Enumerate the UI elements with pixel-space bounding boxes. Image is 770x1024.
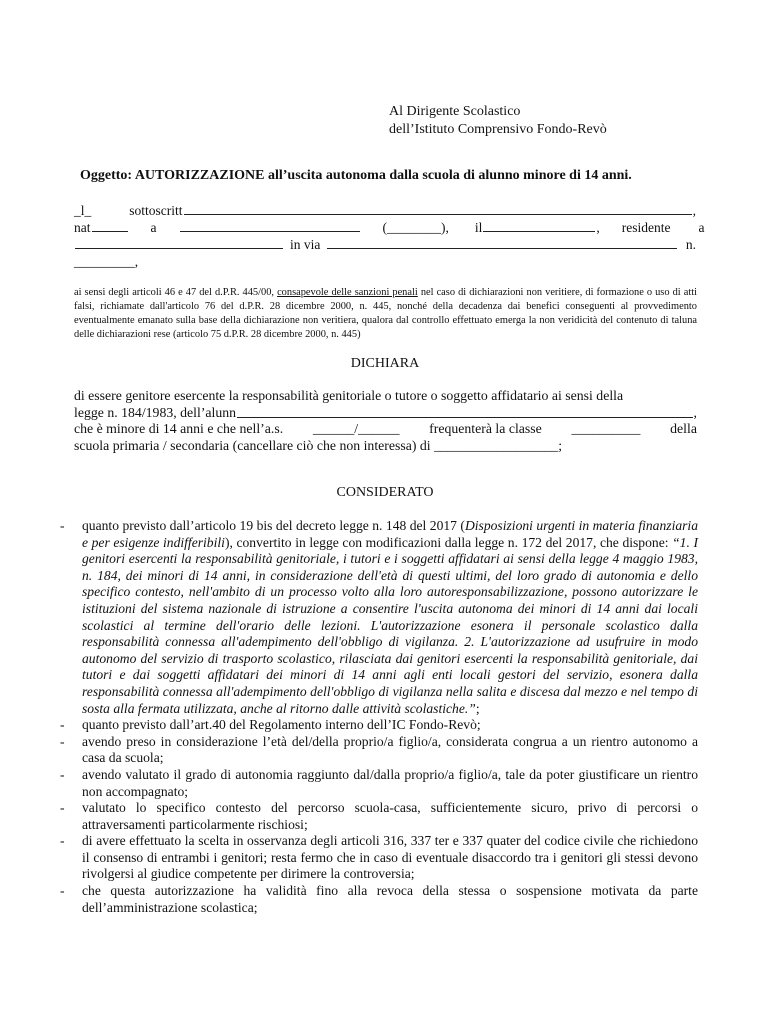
item6-text: di avere effettuato la scelta in osservanza degli articoli 316, 337 ter e 337 quater del codice civile che richiedono il consenso di entrambi i genitori; resta fermo che in caso di eventuale disaccordo tra i genitori gli stessi devono rivolgersi al giudice competente per dirimere la controversia; bbox=[82, 833, 698, 882]
street-field[interactable] bbox=[327, 236, 677, 249]
gender-suffix-field[interactable] bbox=[92, 219, 128, 232]
list-item bbox=[60, 518, 698, 717]
subject-line: Oggetto: AUTORIZZAZIONE all’uscita autonoma dalla scuola di alunno minore di 14 anni. bbox=[80, 168, 632, 183]
residence-field[interactable] bbox=[75, 236, 283, 249]
item4-text: avendo valutato il grado di autonomia raggiunto dal/dalla proprio/a figlio/a, tale da poter giustificare un rientro non accompagnato; bbox=[82, 766, 698, 799]
list-item bbox=[60, 734, 698, 767]
legal-notice bbox=[74, 286, 697, 342]
list-dash: - bbox=[60, 833, 65, 849]
form-line-2 bbox=[74, 219, 705, 236]
class-field[interactable]: __________ bbox=[571, 421, 641, 436]
list-item bbox=[60, 800, 698, 833]
considerato-list bbox=[60, 518, 698, 916]
form-line-3 bbox=[74, 236, 696, 253]
declaration-block bbox=[74, 388, 697, 454]
declaration-l2-text: legge n. 184/1983, dell’alunn bbox=[74, 404, 237, 420]
list-item bbox=[60, 767, 698, 800]
declaration-line-1: di essere genitore esercente la responsabilità genitoriale o tutore o soggetto affidatario ai sensi della bbox=[74, 388, 624, 403]
form-l2-a: a bbox=[150, 220, 157, 235]
declaration-line-2 bbox=[74, 405, 697, 422]
item3-text: avendo preso in considerazione l’età del/della proprio/a figlio/a, considerata congrua a un rientro autonomo a casa da scuola; bbox=[82, 733, 698, 766]
item1-text-a: quanto previsto dall’articolo 19 bis del decreto legge n. 148 del 2017 ( bbox=[82, 518, 465, 533]
form-l1-end: , bbox=[692, 203, 696, 218]
personal-data-form bbox=[74, 202, 705, 270]
item1-quote: “1. I genitori esercenti la responsabilità genitoriale, i tutori e i soggetti affidatari ai sensi della legge 4 maggio 1983, n. 184, dei minori di 14 anni, in considerazione dell'età di questi ultimi, del loro grado di autonomia e dello specifico contesto, nell'ambito di un processo volto alla loro autoresponsabilizzazione, possono autorizzare le istituzioni del sistema nazionale di istruzione a consentire l'uscita autonoma dei minori di 14 anni dai locali scolastici al termine dell'orario delle lezioni. L'autorizzazione esonera il personale scolastico dalla responsabilità connessa all'adempimento dell'obbligo di vigilanza. 2. L'autorizzazione ad usufruire in modo autonomo del servizio di trasporto scolastico, rilasciata dai genitori esercenti la responsabilità genitoriale, dai tutori e dai soggetti affidatari dei minori di 14 anni agli enti locali gestori del servizio, esonera dalla responsabilità connessa all'adempimento dell'obbligo di vigilanza nella salita e discesa dal mezzo e nel tempo di sosta alla fermata utilizzata, anche al ritorno dalle attività scolastiche.” bbox=[82, 534, 698, 716]
item2-text: quanto previsto dall’art.40 del Regolamento interno dell’IC Fondo-Revò; bbox=[82, 717, 481, 733]
name-field[interactable] bbox=[184, 202, 692, 215]
list-item bbox=[60, 883, 698, 916]
recipient-line-2: dell’Istituto Comprensivo Fondo-Revò bbox=[389, 122, 607, 137]
list-dash: - bbox=[60, 518, 65, 533]
form-line-1 bbox=[74, 202, 696, 219]
form-l2-province: (________), bbox=[382, 220, 449, 235]
birthplace-field[interactable] bbox=[180, 219, 360, 232]
notice-underlined: consapevole delle sanzioni penali bbox=[277, 287, 418, 298]
declaration-l3-text: che è minore di 14 anni e che nell’a.s. bbox=[74, 421, 284, 436]
form-l3-via: in via bbox=[290, 237, 321, 252]
item1-text-c: ), convertito in legge con modificazioni dalla legge n. 172 del 2017, che dispone: bbox=[224, 534, 673, 550]
form-l2-il: il bbox=[474, 220, 483, 235]
declaration-l4-text: scuola primaria / secondaria (cancellare ciò che non interessa) di bbox=[74, 437, 431, 453]
item7-text: che questa autorizzazione ha validità fino alla revoca della stessa o sospensione motivata da parte dell’amministrazione scolastica; bbox=[82, 883, 698, 915]
form-l2-comma: , bbox=[596, 220, 600, 235]
recipient-line-1: Al Dirigente Scolastico bbox=[389, 104, 521, 119]
notice-pre: ai sensi degli articoli 46 e 47 del d.P.R. 445/00, bbox=[74, 287, 278, 298]
form-line-4 bbox=[74, 253, 696, 270]
list-dash: - bbox=[60, 717, 65, 733]
house-number-field[interactable]: _________, bbox=[74, 254, 139, 269]
declaration-line-3 bbox=[74, 421, 697, 438]
list-dash: - bbox=[60, 883, 65, 899]
form-l2-a2: a bbox=[698, 220, 705, 235]
declaration-l3-della: della bbox=[670, 421, 697, 436]
list-dash: - bbox=[60, 766, 65, 782]
recipient-address bbox=[389, 103, 607, 139]
list-item bbox=[60, 833, 698, 883]
item1-law-title: Disposizioni urgenti in materia finanziaria e per esigenze indifferibili bbox=[82, 518, 699, 550]
item1-end: ; bbox=[475, 700, 480, 716]
student-name-field[interactable] bbox=[237, 405, 692, 418]
form-l1-prefix: _l_ bbox=[74, 203, 92, 218]
declaration-line-4 bbox=[74, 438, 697, 455]
form-l2-label: nat bbox=[74, 220, 91, 235]
list-item bbox=[60, 717, 698, 734]
notice-post: nel caso di dichiarazioni non veritiere, di formazione o uso di atti falsi, richiamate dall'articolo 76 del d.P.R. 28 dicembre 2000, n. 445, nonché della decadenza dai benefici conseguenti al provvedimento eventualmente emanato sulla base della dichiarazione non veritiera, qualora dal controllo effettuato emerga la non veridicità del contenuto di taluna delle dichiarazioni rese (articolo 75 d.P.R. 28 dicembre 2000, n. 445) bbox=[74, 287, 698, 340]
list-dash: - bbox=[60, 800, 65, 816]
form-l1-label: sottoscritt bbox=[129, 203, 183, 218]
declaration-l3-frequentera: frequenterà la classe bbox=[429, 421, 542, 436]
list-dash: - bbox=[60, 733, 65, 749]
declaration-l2-end: , bbox=[693, 404, 697, 420]
school-year-field[interactable]: ______/______ bbox=[312, 421, 400, 436]
considerato-heading: CONSIDERATO bbox=[336, 485, 434, 500]
item5-text: valutato lo specifico contesto del percorso scuola-casa, sufficientemente sicuro, privo di percorsi o attraversamenti particolarmente rischiosi; bbox=[82, 800, 698, 832]
form-l2-residente: residente bbox=[621, 220, 671, 235]
school-name-field[interactable]: __________________; bbox=[434, 437, 563, 453]
dichiara-heading: DICHIARA bbox=[350, 356, 420, 371]
birthdate-field[interactable] bbox=[483, 219, 595, 232]
form-l3-n: n. bbox=[685, 237, 696, 252]
